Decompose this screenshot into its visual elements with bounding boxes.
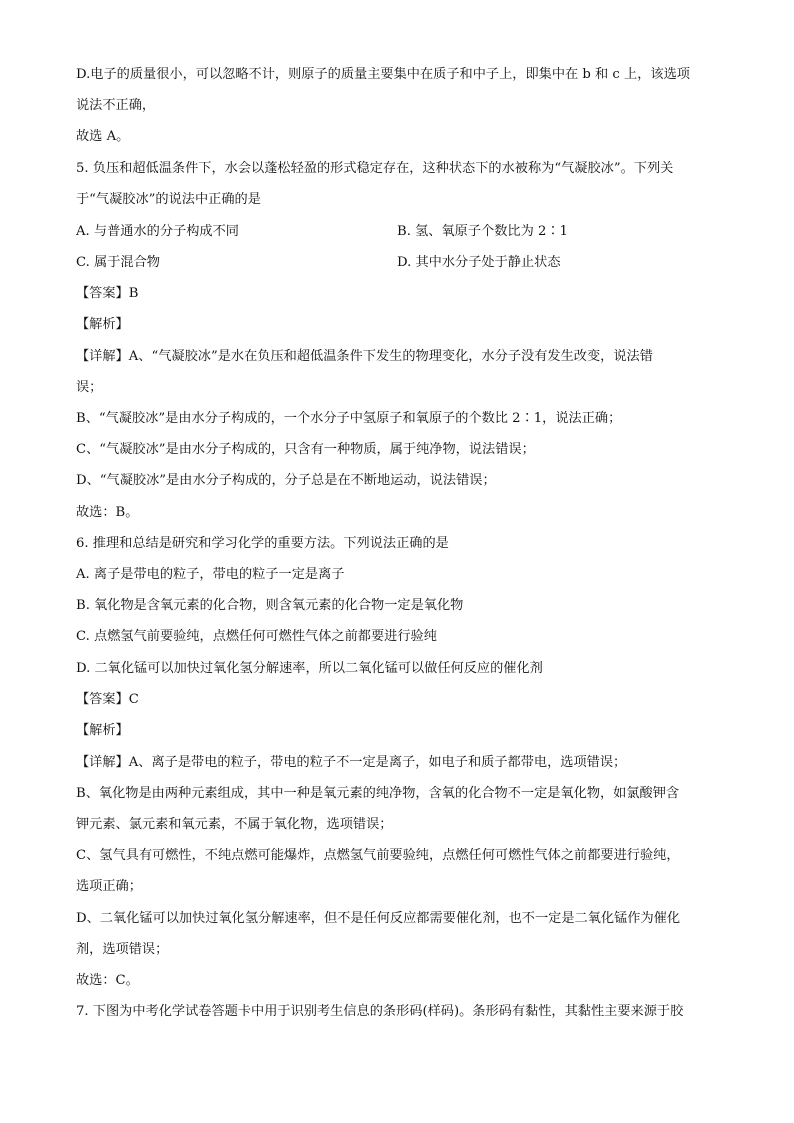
question-5-stem: 5. 负压和超低温条件下，水会以蓬松轻盈的形式稳定存在，这种状态下的水被称为“气凝胶冰”。下列关 [76, 161, 674, 176]
text-line: 误； [76, 380, 103, 395]
text-line: 故选 A。 [76, 129, 130, 144]
question-5-detail: 【详解】A、“气凝胶冰”是水在负压和超低温条件下发生的物理变化，水分子没有发生改变，说法错 [76, 349, 653, 364]
question-6-option-a: A. 离子是带电的粒子，带电的粒子一定是离子 [76, 567, 345, 582]
text-line: 选项正确； [76, 879, 142, 894]
text-line: 剂，选项错误； [76, 942, 169, 957]
text-line: D、“气凝胶冰”是由水分子构成的，分子总是在不断地运动，说法错误； [76, 473, 496, 488]
question-5-option-d: D. 其中水分子处于静止状态 [397, 255, 561, 270]
text-line: D.电子的质量很小，可以忽略不计，则原子的质量主要集中在质子和中子上，即集中在 b 和 c 上，该选项 [76, 67, 690, 82]
question-7-stem: 7. 下图为中考化学试卷答题卡中用于识别考生信息的条形码(样码)。条形码有黏性，其黏性主要来源于胶 [76, 1004, 684, 1019]
text-line: D、二氧化锰可以加快过氧化氢分解速率，但不是任何反应都需要催化剂，也不一定是二氧化锰作为催化 [76, 911, 681, 926]
question-5-option-b: B. 氢、氧原子个数比为 2∶1 [397, 224, 568, 239]
question-5-conclusion: 故选：B。 [76, 505, 139, 520]
text-line: C、氢气具有可燃性，不纯点燃可能爆炸，点燃氢气前要验纯，点燃任何可燃性气体之前都要进行验纯， [76, 848, 680, 863]
question-6-analysis-label: 【解析】 [76, 723, 129, 738]
question-6-option-d: D. 二氧化锰可以加快过氧化氢分解速率，所以二氧化锰可以做任何反应的催化剂 [76, 661, 543, 676]
text-line: B、“气凝胶冰”是由水分子构成的，一个水分子中氢原子和氧原子的个数比 2∶1，说法正确； [76, 411, 622, 426]
text-line: C、“气凝胶冰”是由水分子构成的，只含有一种物质，属于纯净物，说法错误； [76, 442, 535, 457]
question-5-analysis-label: 【解析】 [76, 317, 129, 332]
question-5-answer: 【答案】B [76, 286, 139, 301]
text-line: B、氧化物是由两种元素组成，其中一种是氧元素的纯净物，含氧的化合物不一定是氧化物，如氯酸钾含 [76, 786, 680, 801]
question-5-option-a: A. 与普通水的分子构成不同 [76, 224, 239, 239]
question-6-stem: 6. 推理和总结是研究和学习化学的重要方法。下列说法正确的是 [76, 536, 449, 551]
question-5-option-c: C. 属于混合物 [76, 255, 160, 270]
question-6-detail: 【详解】A、离子是带电的粒子，带电的粒子不一定是离子，如电子和质子都带电，选项错误； [76, 755, 627, 770]
question-5-stem-cont: 于“气凝胶冰”的说法中正确的是 [76, 192, 261, 207]
text-line: 说法不正确， [76, 98, 156, 113]
question-6-conclusion: 故选：C。 [76, 973, 139, 988]
text-line: 钾元素、氯元素和氧元素，不属于氧化物，选项错误； [76, 817, 393, 832]
question-6-option-c: C. 点燃氢气前要验纯，点燃任何可燃性气体之前都要进行验纯 [76, 629, 437, 644]
question-6-option-b: B. 氧化物是含氧元素的化合物，则含氧元素的化合物一定是氧化物 [76, 598, 464, 613]
question-6-answer: 【答案】C [76, 692, 139, 707]
